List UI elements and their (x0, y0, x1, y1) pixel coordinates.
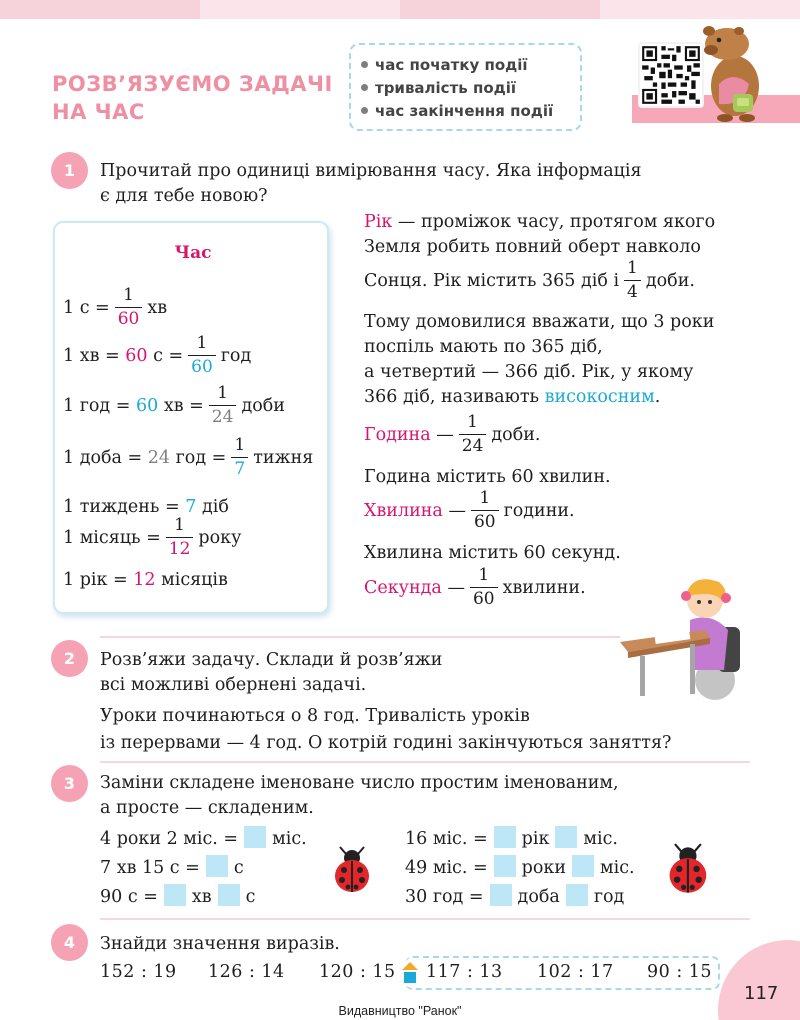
task4-prompt: Знайди значення виразів. (100, 934, 340, 954)
unit-text: місяців (161, 570, 228, 590)
unit-value: 7 (185, 497, 197, 517)
answer-box[interactable] (218, 884, 240, 906)
unit-row (63, 437, 313, 478)
unit-text: хв = (163, 395, 204, 416)
unit-value: 60 (135, 395, 159, 416)
top-bar-segment (200, 0, 400, 19)
term-minute: Хвилина (364, 500, 443, 521)
conversion-text: 7 хв 15 с = (100, 858, 200, 878)
fraction (209, 385, 237, 426)
unit-text: 1 доба = (63, 447, 143, 468)
definition-text: хвилини. (502, 577, 586, 598)
division-expression: 102 : 17 (537, 962, 614, 982)
unit-text: 1 с = (63, 297, 110, 318)
task-number-badge: 2 (51, 640, 88, 677)
answer-box[interactable] (572, 855, 594, 877)
conversion-text: год (593, 887, 625, 907)
task1-prompt-line: Прочитай про одиниці вимірювання часу. Яка інформація (100, 161, 642, 181)
fraction-denominator: 24 (209, 405, 237, 426)
division-expression: 120 : 15 (319, 962, 396, 982)
unit-row (63, 287, 167, 328)
answer-box[interactable] (494, 826, 516, 848)
unit-row (63, 517, 241, 558)
definition-line: поспіль мають по 365 діб, (364, 337, 603, 357)
page-title (52, 70, 333, 126)
fraction (188, 335, 216, 376)
unit-text: хв (147, 297, 168, 318)
division-expression: 126 : 14 (208, 962, 285, 982)
conversion-text: хв (191, 887, 212, 907)
fraction (115, 287, 143, 328)
unit-text: 1 год = (63, 395, 131, 416)
dash: — (447, 577, 465, 598)
fraction (459, 414, 487, 455)
unit-value: 60 (125, 345, 148, 366)
definition-text: години. (503, 500, 575, 521)
fraction-denominator: 4 (624, 280, 641, 301)
publisher-credit: Видавництво "Ранок" (338, 1004, 462, 1018)
answer-box[interactable] (244, 826, 266, 848)
definition-line: Година містить 60 хвилин. (364, 467, 611, 487)
unit-row (63, 385, 285, 426)
fraction-denominator: 60 (115, 307, 143, 328)
term-leap-year: високосним (544, 387, 655, 407)
topic-item (361, 77, 580, 100)
task1-prompt-line: є для тебе новою? (100, 186, 268, 206)
fraction-denominator: 24 (459, 434, 487, 455)
unit-value: 12 (133, 570, 156, 590)
unit-text: 1 тиждень = (63, 497, 180, 517)
answer-box[interactable] (490, 884, 512, 906)
unit-text: 1 місяць = (63, 527, 161, 548)
top-bar-segment (400, 0, 600, 19)
conversion-text: доба (517, 887, 560, 907)
fraction (231, 437, 248, 478)
definition-line: Тому домовилися вважати, що 3 роки (364, 312, 715, 332)
fraction-denominator: 7 (231, 457, 248, 478)
section-divider (100, 636, 620, 638)
definition-text: Сонця. Рік містить 365 діб і (364, 270, 620, 291)
card-title: Час (174, 243, 212, 263)
fraction-numerator: 1 (217, 383, 229, 403)
fraction-numerator: 1 (478, 565, 490, 585)
answer-box[interactable] (555, 826, 577, 848)
conversion-text: рік (521, 829, 550, 849)
answer-box[interactable] (566, 884, 588, 906)
fraction-denominator: 12 (166, 537, 194, 558)
conversion-text: 16 міс. = (405, 829, 488, 849)
topics-box (349, 43, 582, 131)
unit-text: с = (153, 345, 184, 366)
fraction-numerator: 1 (174, 515, 185, 535)
conversion-exercise (405, 884, 624, 909)
unit-text: год (220, 345, 252, 366)
unit-text: тижня (253, 447, 314, 468)
conversion-text: 30 год = (405, 887, 484, 907)
unit-row (63, 497, 229, 517)
task3-line: а просте — складеним. (100, 798, 314, 818)
fraction-denominator: 60 (470, 587, 498, 608)
division-expression: 152 : 19 (100, 962, 177, 982)
conversion-exercise (100, 855, 244, 880)
definition-text: . (654, 387, 661, 407)
topic-item (361, 100, 580, 123)
conversion-text: 49 міс. = (405, 858, 488, 878)
conversion-text: міс. (599, 858, 635, 878)
conversion-text: міс. (272, 829, 307, 849)
conversion-text: 90 с = (100, 887, 158, 907)
year-definition-line (364, 210, 715, 234)
ladybug-icon (328, 846, 378, 896)
task-number-badge: 3 (51, 765, 88, 802)
conversion-exercise (405, 826, 618, 851)
definition-text: — проміжок часу, протягом якого (392, 212, 716, 232)
ladybug-icon (662, 843, 716, 897)
page-number: 117 (744, 983, 779, 1004)
section-divider (100, 918, 750, 920)
definition-line: а четвертий — 366 діб. Рік, у якому (364, 362, 694, 382)
minute-definition-line (364, 490, 575, 531)
fraction-numerator: 1 (234, 435, 246, 455)
task2-line: із перервами — 4 год. О котрій годині закінчуються заняття? (100, 733, 672, 753)
division-expression: 117 : 13 (426, 962, 503, 982)
term-second: Секунда (364, 577, 442, 598)
task-number-badge: 4 (51, 924, 88, 961)
definition-line (364, 385, 660, 409)
division-expression: 90 : 15 (647, 962, 713, 982)
definition-line (364, 260, 695, 301)
capybara-mascot-illustration (697, 22, 769, 122)
fraction (166, 517, 194, 558)
unit-text: год = (175, 447, 227, 468)
fraction-numerator: 1 (479, 488, 491, 508)
fraction-denominator: 60 (188, 355, 216, 376)
topic-item (361, 54, 580, 77)
task3-line: Заміни складене іменоване число простим іменованим, (100, 773, 619, 793)
unit-text: 1 хв = (63, 345, 120, 366)
unit-text: року (198, 527, 242, 548)
task2-line: Розв’яжи задачу. Склади й розв’яжи (100, 650, 443, 670)
bullet-icon (361, 84, 368, 91)
fraction-numerator: 1 (196, 333, 208, 353)
conversion-text: с (245, 887, 256, 907)
answer-box[interactable] (206, 855, 228, 877)
answer-box[interactable] (494, 855, 516, 877)
term-year: Рік (364, 212, 393, 232)
topic-label: час початку події (375, 56, 528, 74)
dash: — (448, 500, 466, 521)
bullet-icon (361, 61, 368, 68)
bullet-icon (361, 107, 368, 114)
task2-line: Уроки починаються о 8 год. Тривалість уроків (100, 706, 530, 726)
conversion-exercise (405, 855, 635, 880)
fraction-numerator: 1 (467, 412, 478, 432)
qr-code-icon[interactable] (638, 42, 704, 108)
fraction-denominator: 60 (471, 510, 499, 531)
unit-value: 24 (147, 447, 171, 468)
topic-label: час закінчення події (375, 102, 554, 120)
second-definition-line (364, 567, 586, 608)
fraction-numerator: 1 (627, 258, 638, 278)
unit-text: 1 рік = (63, 570, 128, 590)
conversion-text: міс. (583, 829, 618, 849)
fraction (471, 490, 499, 531)
task2-line: всі можливі обернені задачі. (100, 675, 367, 695)
unit-row (63, 570, 228, 590)
conversion-exercise (100, 826, 307, 851)
definition-text: доби. (645, 270, 695, 291)
unit-text: доби (241, 395, 285, 416)
section-divider (100, 761, 750, 763)
top-bar-segment (0, 0, 200, 19)
definition-text: 366 діб, називають (364, 387, 545, 407)
topic-label: тривалість події (375, 79, 517, 97)
fraction-numerator: 1 (123, 285, 134, 305)
top-color-bar (0, 0, 800, 19)
unit-row (63, 335, 251, 376)
answer-box[interactable] (164, 884, 186, 906)
conversion-text: 4 роки 2 міс. = (100, 829, 239, 849)
unit-text: діб (202, 497, 229, 517)
task-number-badge: 1 (51, 152, 88, 189)
conversion-text: с (233, 858, 244, 878)
fraction (624, 260, 641, 301)
page-title-line: НА ЧАС (52, 100, 145, 124)
definition-line: Хвилина містить 60 секунд. (364, 543, 621, 563)
conversion-exercise (100, 884, 255, 909)
top-bar-segment (600, 0, 800, 19)
fraction (470, 567, 498, 608)
time-units-card (53, 221, 329, 614)
hour-definition-line (364, 414, 540, 455)
expressions-row (100, 962, 720, 988)
term-hour: Година (364, 424, 431, 445)
definition-line: Земля робить повний оберт навколо (364, 237, 701, 257)
dash: — (436, 424, 454, 445)
page-title-line: РОЗВ’ЯЗУЄМО ЗАДАЧІ (52, 72, 333, 96)
definition-text: доби. (491, 424, 541, 445)
conversion-text: роки (521, 858, 566, 878)
girl-at-desk-illustration (610, 572, 760, 702)
